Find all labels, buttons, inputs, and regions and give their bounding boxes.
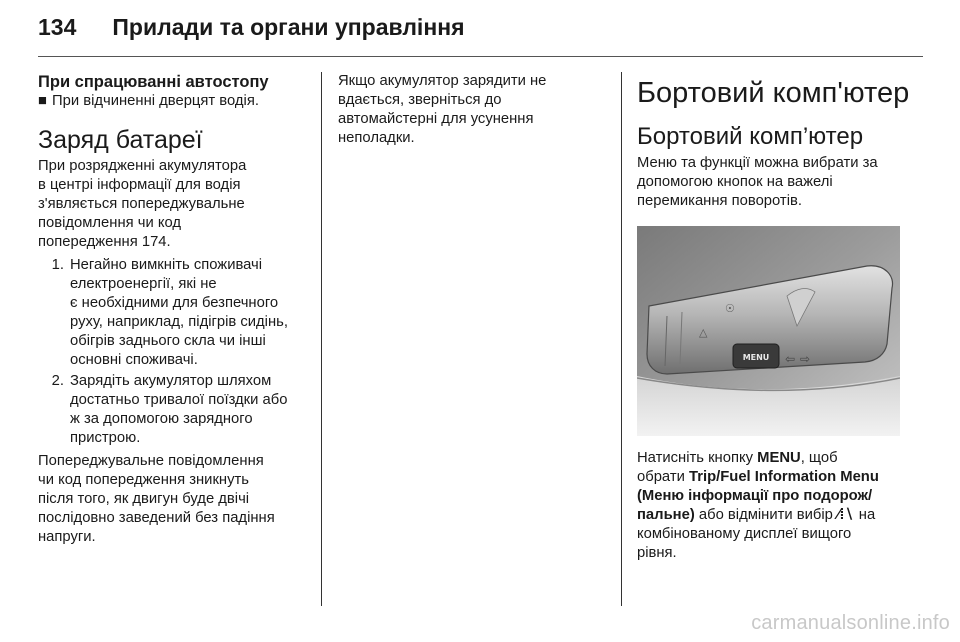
text-line: обігрів заднього скла чи інші [70, 333, 266, 349]
column-3 [637, 72, 917, 563]
page-heading: Прилади та органи управління [112, 14, 465, 40]
text-line: комбінованому дисплеї вищого [637, 526, 852, 542]
text-line: повідомлення чи код [38, 215, 182, 231]
text-fragment: Натисніть кнопку [637, 450, 758, 466]
text-line: пристрою. [70, 430, 141, 446]
header-rule [38, 56, 923, 57]
lever-arrow-icon: △ [699, 326, 708, 339]
text-line [637, 468, 917, 487]
text-line: є необхідними для безпечного [70, 295, 279, 311]
lever-illustration [637, 226, 900, 436]
text-line: достатньо тривалої поїздки або [70, 392, 288, 408]
column-divider-2 [621, 72, 622, 606]
list-item-1 [38, 256, 313, 370]
arrow-left-icon: ⇦ [785, 352, 796, 366]
menu-name: Trip/Fuel Information Menu [689, 469, 879, 485]
text-line: рівня. [637, 545, 677, 561]
menu-button-label: MENU [742, 353, 770, 362]
arrow-right-icon: ⇨ [800, 352, 811, 366]
trip-computer-intro [637, 154, 917, 211]
text-line [637, 449, 917, 468]
list-item-2 [38, 372, 313, 448]
text-fragment: або відмінити вибір [694, 507, 837, 523]
text-line: електроенергії, які не [70, 276, 217, 292]
text-fragment: на [854, 507, 876, 523]
light-symbol-icon: ☉ [725, 302, 735, 315]
text-line: вдається, зверніться до [338, 92, 502, 108]
menu-instruction [637, 449, 917, 563]
text-line [637, 506, 917, 525]
battery-warning-note [38, 452, 313, 547]
text-line: допомогою кнопок на важелі [637, 174, 833, 190]
text-fragment: , щоб [800, 450, 838, 466]
page-number: 134 [38, 14, 77, 40]
text-line: руху, наприклад, підігрів сидінь, [70, 314, 288, 330]
column-2 [338, 72, 608, 148]
text-line: Меню та функції можна вибрати за [637, 155, 878, 171]
section-title-battery: Заряд батареї [38, 126, 203, 154]
text-line: з'являється попереджувальне [38, 196, 245, 212]
bullet-square-icon: ■ [38, 93, 47, 109]
subsection-title-trip-computer: Бортовий комп’ютер [637, 123, 864, 150]
text-line: Попереджувальне повідомлення [38, 453, 264, 469]
text-line: в центрі інформації для водія [38, 177, 241, 193]
text-line: перемикання поворотів. [637, 193, 802, 209]
menu-name-translation: (Меню інформації про подорож/ [637, 488, 873, 504]
menu-button[interactable] [733, 344, 779, 368]
text-line: напруги. [38, 529, 96, 545]
numbered-list [38, 256, 313, 448]
text-line: автомайстерні для усунення [338, 111, 534, 127]
text-line: після того, як двигун буде двічі [38, 491, 250, 507]
text-line: попередження 174. [38, 234, 171, 250]
text-line: Якщо акумулятор зарядити не [338, 73, 547, 89]
section-title-autostop: При спрацюванні автостопу [38, 73, 269, 91]
text-line: ж за допомогою зарядного [70, 411, 253, 427]
text-line: чи код попередження зникнуть [38, 472, 249, 488]
text-line: При розрядженні акумулятора [38, 158, 247, 174]
battery-intro [38, 157, 313, 252]
bullet-text: При відчиненні дверцят водія. [52, 93, 259, 109]
text-line: послідовно заведений без падіння [38, 510, 275, 526]
watermark: carmanualsonline.info [751, 612, 950, 634]
text-line: основні споживачі. [70, 352, 198, 368]
menu-name-translation-end: пальне) [637, 507, 695, 523]
page-header [38, 14, 923, 54]
text-line: неполадки. [338, 130, 415, 146]
menu-keyword: MENU [757, 450, 801, 466]
section-title-trip-computer: Бортовий комп'ютер [637, 77, 910, 109]
text-line: Зарядіть акумулятор шляхом [70, 373, 272, 389]
text-fragment: обрати [637, 469, 689, 485]
column-1 [38, 72, 313, 547]
selector-symbol-icon: ⁄⁞∖ [836, 507, 855, 523]
list-number: 2. [51, 373, 64, 389]
bullet-item [38, 92, 313, 111]
turn-signal-lever-photo [637, 226, 900, 436]
list-number: 1. [51, 257, 64, 273]
column-divider-1 [321, 72, 322, 606]
text-line: Негайно вимкніть споживачі [70, 257, 263, 273]
